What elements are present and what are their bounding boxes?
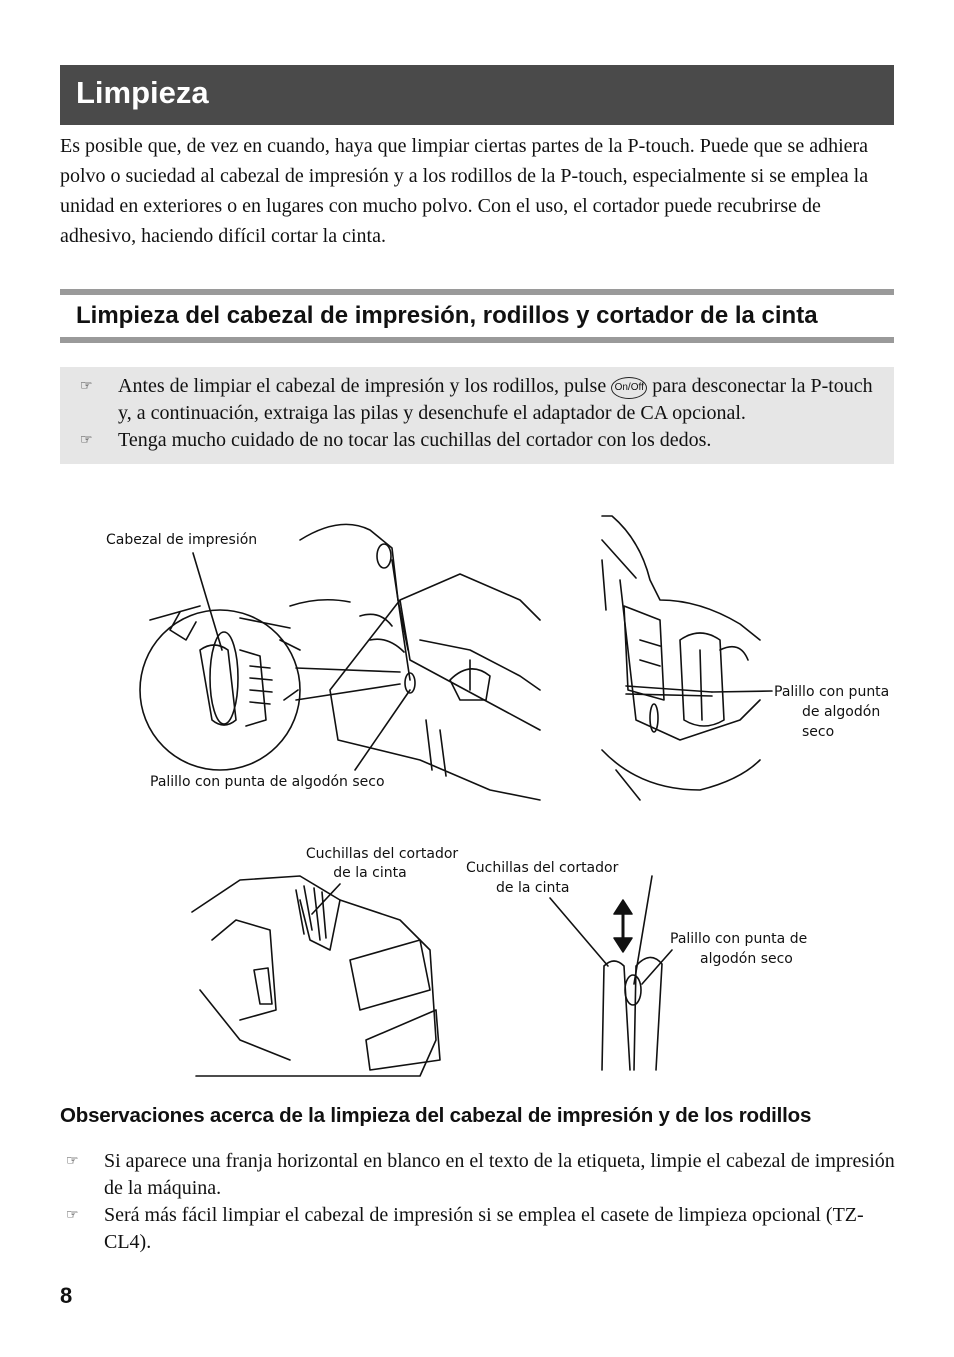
label-blades-2a: Cuchillas del cortador — [466, 860, 619, 876]
cotton-swab — [634, 876, 652, 984]
figure-cutter-blades — [192, 876, 440, 1076]
label-leader-swab — [355, 690, 410, 770]
observations-list — [66, 1148, 896, 1256]
label-blades-2b: de la cinta — [496, 880, 570, 896]
label-leader-swab2 — [642, 950, 672, 984]
observation-item-1 — [66, 1148, 896, 1202]
printer-body — [330, 574, 540, 800]
cutter-blades — [296, 886, 326, 940]
figure-blade-close-up — [550, 876, 672, 1070]
pointing-hand-icon: ☞ — [80, 378, 93, 394]
page-number: 8 — [60, 1283, 73, 1308]
intro-paragraph: Es posible que, de vez en cuando, haya que limpiar ciertas partes de la P-touch. Puede que se adhiera polvo o suciedad al cabezal de impresión y a los rodillos de la P-touch, especialmente si se emplea la unidad en exteriores o en lugares con mucho polvo. Con el uso, el cortador puede recubrirse de adhesivo, haciendo difícil cortar la cinta. — [60, 135, 869, 247]
figure-roller-cleaning — [602, 516, 772, 800]
blade-left — [602, 961, 630, 1070]
label-swab-3b: algodón seco — [700, 951, 793, 967]
label-print-head: Cabezal de impresión — [106, 532, 258, 548]
observation-item-2 — [66, 1202, 896, 1256]
label-leader-rollers — [712, 691, 772, 692]
cotton-swab — [392, 560, 410, 680]
hand — [290, 524, 408, 652]
label-swab-3a: Palillo con punta de — [670, 931, 808, 947]
pointing-hand-icon: ☞ — [66, 1153, 79, 1169]
observation-text-1: Si aparece una franja horizontal en blanco en el texto de la etiqueta, limpie el cabezal de impresión de la máquina. — [104, 1150, 895, 1199]
section-heading: Limpieza del cabezal de impresión, rodillos y cortador de la cinta — [76, 302, 818, 329]
label-leader-blades2 — [550, 898, 608, 966]
pointing-hand-icon: ☞ — [80, 432, 93, 448]
observation-text-2: Será más fácil limpiar el cabezal de impresión si se emplea el casete de limpieza opcional (TZ-CL4). — [104, 1204, 864, 1253]
blade-right — [634, 957, 662, 1070]
page-title: Limpieza — [76, 75, 209, 110]
label-swab-2b: de algodón — [802, 704, 881, 720]
label-blades-1b: de la cinta — [333, 865, 407, 881]
caution-text-2: Tenga mucho cuidado de no tocar las cuchillas del cortador con los dedos. — [118, 429, 712, 451]
label-swab-2a: Palillo con punta — [774, 684, 890, 700]
label-swab-1: Palillo con punta de algodón seco — [150, 774, 385, 790]
label-blades-1a: Cuchillas del cortador — [305, 846, 459, 862]
figure-print-head-cleaning — [140, 524, 540, 800]
cotton-swab — [626, 686, 712, 692]
caution-text-1a: Antes de limpiar el cabezal de impresión y los rodillos, pulse — [118, 375, 607, 397]
label-leader-head — [193, 553, 222, 650]
caution-text-1b: para desconectar la P-touch y, a continuación, extraiga las pilas y desenchufe el adaptador de CA opcional. — [118, 375, 873, 424]
observations-heading: Observaciones acerca de la limpieza del cabezal de impresión y de los rodillos — [60, 1104, 812, 1127]
label-swab-2c: seco — [802, 724, 835, 740]
zoom-lines — [296, 668, 400, 700]
print-head-highlight — [210, 632, 238, 724]
onoff-key-icon: On/Off — [611, 377, 647, 399]
pointing-hand-icon: ☞ — [66, 1207, 79, 1223]
label-leader-blades — [312, 884, 340, 914]
